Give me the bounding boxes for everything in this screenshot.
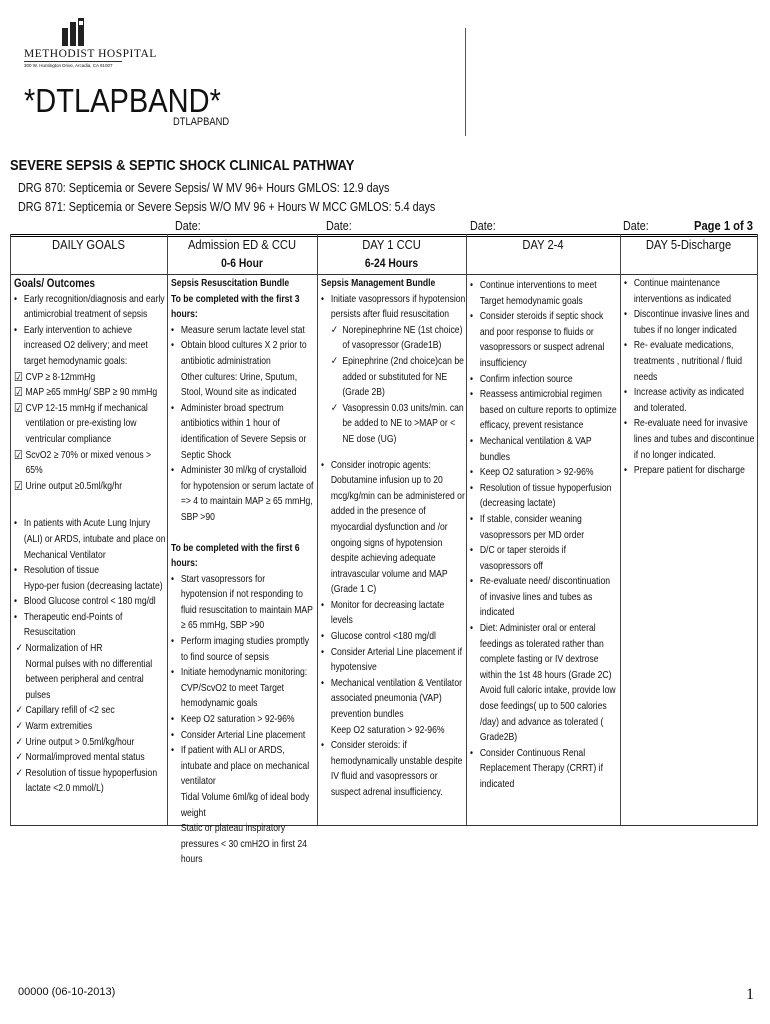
day5-cell <box>624 276 756 479</box>
day2-item: • Mechanical ventilation & VAP bundles <box>470 434 619 465</box>
day5-item: • Increase activity as indicated and tolerated. <box>624 385 756 416</box>
barcode-text: DTLAPBAND <box>173 116 230 128</box>
day1-item: • Consider Arterial Line placement if hypotensive <box>321 645 465 676</box>
day2-item: • Confirm infection source <box>470 372 619 388</box>
vasopressor-item: ✓ Norepinephrine NE (1st choice) of vasopressor (Grade1B) <box>321 323 465 354</box>
goal-item: • Blood Glucose control < 180 mg/dl <box>14 594 167 610</box>
goal-item-continued: Hypo-per fusion (decreasing lactate) <box>23 579 163 592</box>
table-top-rule <box>10 234 758 235</box>
day2-item: • Consider Continuous Renal Replacement Therapy (CRRT) if indicated <box>470 746 619 793</box>
column-divider-3 <box>466 234 467 826</box>
logo-divider <box>24 61 122 62</box>
day2-4-cell <box>470 278 619 793</box>
admission-item: • Initiate hemodynamic monitoring: CVP/ScvO2 to meet Target hemodynamic goals <box>171 665 314 712</box>
date-field-admission: Date: <box>175 219 201 233</box>
column-divider-4 <box>620 234 621 826</box>
goal-item: • Early recognition/diagnosis and early antimicrobial treatment of sepsis <box>14 292 167 323</box>
daily-goals-cell <box>14 276 167 797</box>
column-header-day5: DAY 5-Discharge <box>645 237 732 252</box>
day1-item-continued: Keep O2 saturation > 92-96% <box>330 723 445 736</box>
admission-item: • Measure serum lactate level stat <box>171 323 314 339</box>
column-header-daily-goals: DAILY GOALS <box>52 237 125 252</box>
column-subheader-admission: 0-6 Hour <box>221 256 263 270</box>
hospital-address: 300 W. Huntington Drive, Arcadia, CA 91007 <box>24 63 113 68</box>
admission-item: • Administer broad spectrum antibiotics within 1 hour of identification of Severe Sepsis or Septic Shock <box>171 401 314 463</box>
endpoint-item: ✓ Normal/improved mental status <box>14 750 167 766</box>
admission-item: • Start vasopressors for hypotension if not responding to fluid resuscitation to maintain MAP ≥ 65 mmHg, SBP >90 <box>171 572 314 634</box>
admission-item: • Consider Arterial Line placement <box>171 728 314 744</box>
admission-item-continued: Static or plateau inspiratory pressures < 30 cmH2O in first 24 hours <box>180 822 307 866</box>
goal-checkbox-item: ☑ ScvO2 ≥ 70% or mixed venous > 65% <box>14 448 167 479</box>
vasopressor-item: ✓ Epinephrine (2nd choice)can be added or substituted for NE (Grade 2B) <box>321 354 465 401</box>
goal-item: • Therapeutic end-Points of Resuscitation <box>14 610 167 641</box>
hospital-name: METHODIST HOSPITAL <box>24 48 157 60</box>
admission-item: • Perform imaging studies promptly to find source of sepsis <box>171 634 314 665</box>
column-divider-2 <box>317 234 318 826</box>
admission-cell <box>171 276 314 868</box>
day1-item: • Consider inotropic agents: <box>321 458 465 474</box>
goals-heading: Goals/ Outcomes <box>14 276 95 290</box>
admission-item: • Keep O2 saturation > 92-96% <box>171 712 314 728</box>
date-field-day1: Date: <box>326 219 352 233</box>
date-field-day2: Date: <box>470 219 496 233</box>
endpoint-item: ✓ Warm extremities <box>14 719 167 735</box>
header-vertical-rule <box>465 28 466 136</box>
barcode-title: *DTLAPBAND* <box>24 82 221 119</box>
endpoint-item: ✓ Resolution of tissue hypoperfusion lactate <2.0 mmol/L) <box>14 766 167 797</box>
day1-item-continued: Dobutamine infusion up to 20 mcg/kg/min can be administered or added in the presence of myocardial dysfunction and /or ongoing signs of hypotension despite achieving adequate intravascular volume and MAP (Grade 1 C) <box>330 474 465 596</box>
vasopressor-item: ✓ Vasopressin 0.03 units/min. can be added to NE to >MAP or < NE dose (UG) <box>321 401 465 448</box>
day2-item: • Keep O2 saturation > 92-96% <box>470 465 619 481</box>
column-header-admission: Admission ED & CCU <box>187 237 297 252</box>
day5-item: • Prepare patient for discharge <box>624 463 756 479</box>
admission-item: • Administer 30 ml/kg of crystalloid for hypotension or serum lactate of => 4 to maintain MAP ≥ 65 mmHg, SBP >90 <box>171 463 314 525</box>
day2-item: • Resolution of tissue hypoperfusion (decreasing lactate) <box>470 481 619 512</box>
table-left-border <box>10 234 11 826</box>
table-bottom-rule <box>10 825 758 826</box>
endpoint-item: ✓ Capillary refill of <2 sec <box>14 703 167 719</box>
goal-item: • Early intervention to achieve increased O2 delivery; and meet target hemodynamic goals: <box>14 323 167 370</box>
column-divider-1 <box>167 234 168 826</box>
column-header-day1: DAY 1 CCU <box>362 237 421 252</box>
table-right-border <box>757 234 758 826</box>
goal-item: • In patients with Acute Lung Injury (ALI) or ARDS, intubate and place on Mechanical Ventilator <box>14 516 167 563</box>
day2-item: • Continue interventions to meet Target hemodynamic goals <box>470 278 619 309</box>
form-number: 00000 (06-10-2013) <box>18 986 116 998</box>
endpoint-item: ✓ Urine output > 0.5ml/kg/hour <box>14 735 167 751</box>
endpoint-item: ✓ Normalization of HR <box>14 641 167 657</box>
day1-item: • Mechanical ventilation & Ventilator associated pneumonia (VAP) prevention bundles <box>321 676 465 723</box>
date-field-day5: Date: <box>623 219 649 233</box>
goal-checkbox-item: ☑ CVP 12-15 mmHg if mechanical ventilation or pre-existing low ventricular compliance <box>14 401 167 448</box>
admission-item-continued: Other cultures: Urine, Sputum, Stool, Wound site as indicated <box>180 370 298 399</box>
drg-870: DRG 870: Septicemia or Severe Sepsis/ W MV 96+ Hours GMLOS: 12.9 days <box>18 181 390 195</box>
table-header-rule <box>10 274 758 275</box>
admission-item: • Obtain blood cultures X 2 prior to antibiotic administration <box>171 338 314 369</box>
pathway-title: SEVERE SEPSIS & SEPTIC SHOCK CLINICAL PATHWAY <box>10 157 355 174</box>
endpoint-item-continued: Normal pulses with no differential between peripheral and central pulses <box>25 657 153 701</box>
page-number: 1 <box>746 986 754 1003</box>
day1-item: • Consider steroids: if hemodynamically unstable despite IV fluid and vasopressors or suspect adrenal insufficiency. <box>321 738 465 800</box>
day5-item: • Re-evaluate need for invasive lines and tubes and discontinue if no longer indicated. <box>624 416 756 463</box>
day1-item: • Monitor for decreasing lactate levels <box>321 598 465 629</box>
admission-item: • If patient with ALI or ARDS, intubate and place on mechanical ventilator <box>171 743 314 790</box>
admission-item-continued: Tidal Volume 6ml/kg of ideal body weight <box>180 791 310 819</box>
bundle-subtitle: To be completed with the first 3 hours: <box>171 292 300 321</box>
day1-item: • Initiate vasopressors if hypotension persists after fluid resuscitation <box>321 292 465 323</box>
day2-item: • Reassess antimicrobial regimen based on culture reports to optimize efficacy, prevent resistance <box>470 387 619 434</box>
bundle-subtitle: To be completed with the first 6 hours: <box>171 541 300 570</box>
day1-item: • Glucose control <180 mg/dl <box>321 629 465 645</box>
column-header-day2: DAY 2-4 <box>522 237 564 252</box>
day2-item: • Consider steroids if septic shock and poor response to fluids or vasopressors or suspect adrenal insufficiency <box>470 309 619 371</box>
goal-item: • Resolution of tissue <box>14 563 167 579</box>
day2-item: • Diet: Administer oral or enteral feedings as tolerated rather than complete fasting or IV dextrose within the 1st 48 hours (Grade 2C) Avoid full caloric intake, provide low dose feedings( up to 500 calories /day) and advance as tolerated ( Grade2B) <box>470 621 619 746</box>
day5-item: • Re- evaluate medications, treatments , nutritional / fluid needs <box>624 338 756 385</box>
page-indicator: Page 1 of 3 <box>694 218 754 233</box>
bundle-title: Sepsis Resuscitation Bundle <box>171 277 290 289</box>
column-subheader-day1: 6-24 Hours <box>364 256 419 270</box>
day1-cell <box>321 276 465 801</box>
hospital-logo-icon <box>60 18 90 46</box>
day2-item: • If stable, consider weaning vasopressors per MD order <box>470 512 619 543</box>
day2-item: • D/C or taper steroids if vasopressors off <box>470 543 619 574</box>
goal-checkbox-item: ☑ MAP ≥65 mmHg/ SBP ≥ 90 mmHg <box>14 385 167 401</box>
goal-checkbox-item: ☑ Urine output ≥0.5ml/kg/hr <box>14 479 167 495</box>
bundle-title: Sepsis Management Bundle <box>321 277 436 289</box>
day5-item: • Continue maintenance interventions as indicated <box>624 276 756 307</box>
goal-checkbox-item: ☑ CVP ≥ 8-12mmHg <box>14 370 167 386</box>
drg-871: DRG 871: Septicemia or Severe Sepsis W/O MV 96 + Hours W MCC GMLOS: 5.4 days <box>18 200 436 214</box>
day2-item: • Re-evaluate need/ discontinuation of invasive lines and tubes as indicated <box>470 574 619 621</box>
day5-item: • Discontinue invasive lines and tubes if no longer indicated <box>624 307 756 338</box>
